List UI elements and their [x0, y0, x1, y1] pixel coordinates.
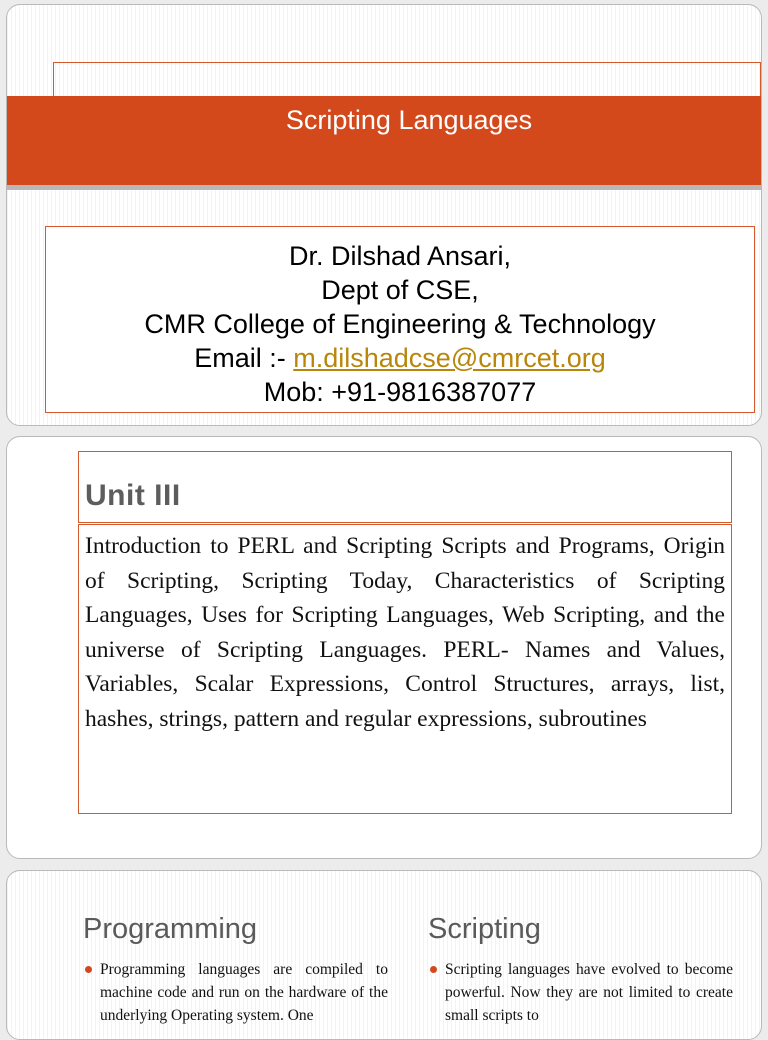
email-link[interactable]: m.dilshadcse@cmrcet.org: [293, 343, 606, 373]
syllabus-text: Introduction to PERL and Scripting Scripts and Programs, Origin of Scripting, Scripting Today, Characteristics of Scripting Languages, Uses for Scripting Languages, Web Scripting, and the universe of Scripting Languages. PERL- Names and Values, Variables, Scalar Expressions, Control Structures, arrays, list, hashes, strings, pattern and regular expressions, subroutines: [85, 533, 725, 732]
programming-list: [83, 958, 388, 1027]
author-department: Dept of CSE,: [321, 275, 479, 305]
title-slide: [6, 4, 762, 426]
author-mobile: Mob: +91-9816387077: [263, 377, 537, 407]
heading-box: [78, 451, 732, 523]
slide-title: Scripting Languages: [285, 105, 533, 135]
author-name: Dr. Dilshad Ansari,: [288, 241, 512, 271]
list-item: [445, 958, 733, 1027]
email-label: Email :-: [194, 343, 294, 373]
list-item: [100, 958, 388, 1027]
comparison-slide: [6, 870, 762, 1040]
syllabus-box: [78, 524, 732, 814]
bullet-icon: [430, 966, 437, 973]
bullet-icon: [85, 966, 92, 973]
unit-heading: Unit III: [85, 479, 181, 512]
author-college: CMR College of Engineering & Technology: [144, 309, 656, 339]
title-outline: [53, 62, 761, 98]
scripting-list: [428, 958, 733, 1027]
programming-column: [83, 913, 388, 1027]
author-info-box: [45, 226, 755, 413]
programming-bullet-text: Programming languages are compiled to machine code and run on the hardware of the underlying Operating system. One: [100, 961, 388, 1024]
scripting-bullet-text: Scripting languages have evolved to become powerful. Now they are not limited to create small scripts to: [445, 961, 733, 1024]
scripting-heading: Scripting: [428, 913, 541, 945]
scripting-column: [428, 913, 733, 1027]
programming-heading: Programming: [83, 913, 258, 945]
author-email-line: [46, 341, 754, 375]
unit-slide: [6, 436, 762, 859]
